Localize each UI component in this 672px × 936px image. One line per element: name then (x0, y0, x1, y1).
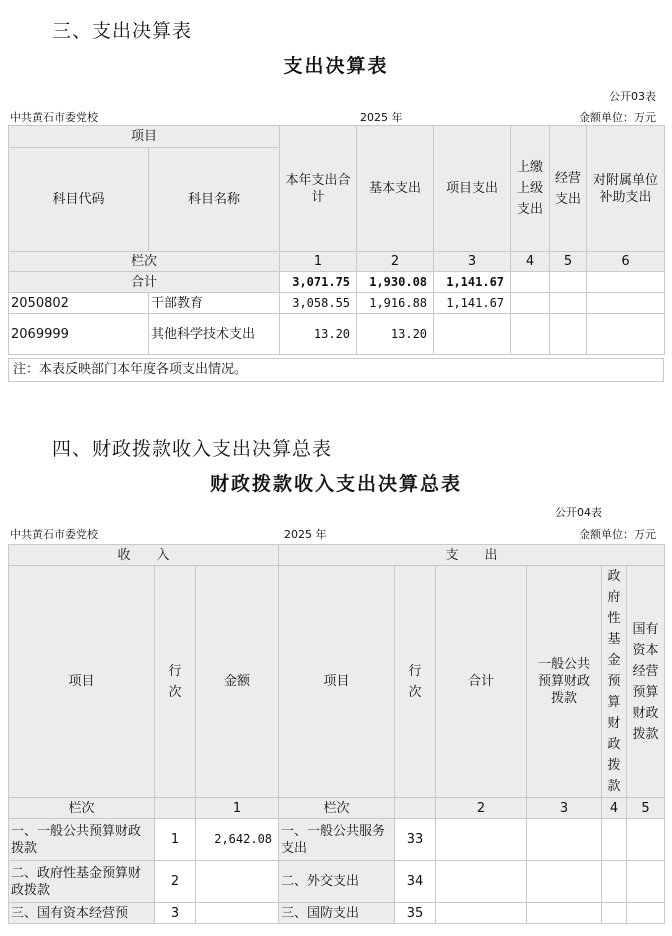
col-4: 4 (511, 252, 550, 272)
section3-year: 2025 年 (360, 111, 403, 124)
header-project: 项目 (9, 126, 280, 148)
header-name: 科目名称 (149, 148, 280, 252)
col-1: 1 (196, 798, 279, 819)
row-in-item: 二、政府性基金预算财政拨款 (9, 861, 155, 903)
total-row-item: 1,141.67 (434, 272, 511, 293)
col-5: 5 (627, 798, 665, 819)
header-in-project: 项目 (9, 566, 155, 798)
header-state-cap: 国有资本经营预算财政拨款 (627, 566, 665, 798)
total-row-total: 3,071.75 (280, 272, 357, 293)
row-in-amount (196, 903, 279, 924)
header-general: 一般公共预算财政拨款 (527, 566, 602, 798)
row-total: 3,058.55 (280, 293, 357, 314)
row-out-item: 三、国防支出 (279, 903, 395, 924)
header-in-amount: 金额 (196, 566, 279, 798)
section3-amount-unit: 金额单位：万元 (579, 111, 656, 124)
section4-heading: 四、财政拨款收入支出决算总表 (52, 438, 333, 460)
row-out-item: 二、外交支出 (279, 861, 395, 903)
row-in-amount: 2,642.08 (196, 819, 279, 861)
header-operate: 经营支出 (550, 126, 587, 252)
col-1: 1 (280, 252, 357, 272)
row-in-line: 2 (155, 861, 196, 903)
table-row (9, 314, 665, 355)
row-out-item: 一、一般公共服务支出 (279, 819, 395, 861)
row-out-line: 35 (395, 903, 436, 924)
row-name: 其他科学技术支出 (149, 314, 280, 355)
total-row-basic: 1,930.08 (357, 272, 434, 293)
total-row-label: 合计 (9, 272, 280, 293)
row-in-line: 3 (155, 903, 196, 924)
expenditure-table (8, 125, 665, 355)
section4-year: 2025 年 (284, 528, 327, 541)
section4-form-no: 公开04表 (555, 506, 602, 519)
row-in-line: 1 (155, 819, 196, 861)
header-income: 收 入 (9, 545, 279, 566)
row-out-line: 33 (395, 819, 436, 861)
row-in-item: 三、国有资本经营预 (9, 903, 155, 924)
section4-amount-unit: 金额单位：万元 (579, 528, 656, 541)
row-basic: 1,916.88 (357, 293, 434, 314)
row-total: 13.20 (280, 314, 357, 355)
table-row (9, 903, 665, 924)
row-basic: 13.20 (357, 314, 434, 355)
table-row (9, 293, 665, 314)
section3-note: 注：本表反映部门本年度各项支出情况。 (8, 358, 664, 382)
col-row-label-out: 栏次 (279, 798, 395, 819)
col-3: 3 (434, 252, 511, 272)
header-out-total: 合计 (436, 566, 527, 798)
row-item (434, 314, 511, 355)
header-out-project: 项目 (279, 566, 395, 798)
row-in-item: 一、一般公共预算财政拨款 (9, 819, 155, 861)
row-in-amount (196, 861, 279, 903)
row-code: 2069999 (9, 314, 149, 355)
header-upper: 上缴上级支出 (511, 126, 550, 252)
col-5: 5 (550, 252, 587, 272)
header-gov-fund: 政府性基金预算财政拨款 (602, 566, 627, 798)
col-2: 2 (436, 798, 527, 819)
row-code: 2050802 (9, 293, 149, 314)
header-item: 项目支出 (434, 126, 511, 252)
col-row-label: 栏次 (9, 798, 155, 819)
header-expense: 支 出 (279, 545, 665, 566)
table-row (9, 819, 665, 861)
header-code: 科目代码 (9, 148, 149, 252)
section4-table-title: 财政拨款收入支出决算总表 (209, 473, 462, 495)
row-name: 干部教育 (149, 293, 280, 314)
row-out-line: 34 (395, 861, 436, 903)
header-total: 本年支出合计 (280, 126, 357, 252)
header-subsidy: 对附属单位补助支出 (587, 126, 665, 252)
fiscal-summary-table (8, 544, 665, 924)
section3-heading: 三、支出决算表 (52, 20, 193, 42)
col-6: 6 (587, 252, 665, 272)
section3-table-title: 支出决算表 (283, 55, 389, 77)
col-4: 4 (602, 798, 627, 819)
col-row-label: 栏次 (9, 252, 280, 272)
table-row (9, 861, 665, 903)
header-in-line: 行次 (155, 566, 196, 798)
header-out-line: 行次 (395, 566, 436, 798)
section3-unit-org: 中共黄石市委党校 (10, 111, 98, 124)
section3-form-no: 公开03表 (609, 90, 656, 103)
col-2: 2 (357, 252, 434, 272)
section4-unit-org: 中共黄石市委党校 (10, 528, 98, 541)
header-basic: 基本支出 (357, 126, 434, 252)
col-3: 3 (527, 798, 602, 819)
row-item: 1,141.67 (434, 293, 511, 314)
